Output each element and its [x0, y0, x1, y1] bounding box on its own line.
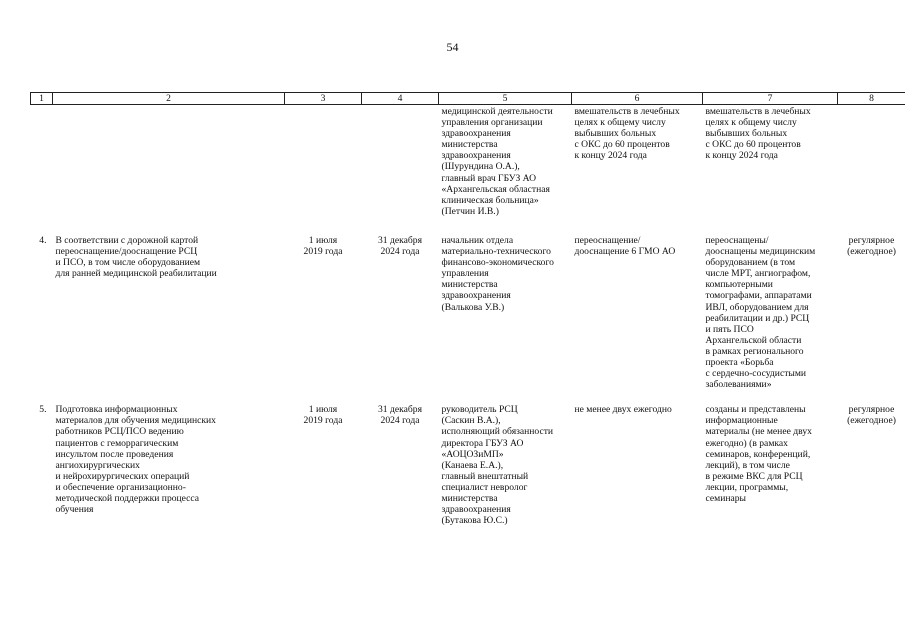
cell-text-line: к концу 2024 года: [574, 150, 647, 162]
cell-text-line: реабилитации и др.) РСЦ: [705, 312, 810, 324]
column-header-1: 1: [31, 93, 53, 105]
start-date-cell: [285, 105, 362, 235]
cell-text-line: министерства: [441, 279, 498, 291]
cell-text-line: созданы и представлены: [705, 404, 806, 416]
cell-text-line: главный внештатный: [441, 470, 529, 482]
result-cell: [703, 404, 838, 526]
cell-text-line: дооснащены медицинским: [705, 246, 816, 258]
cell-text-line: инсультом после проведения: [55, 448, 174, 460]
cell-text-line: компьютерными: [705, 279, 773, 291]
cell-text-line: семинары: [705, 493, 746, 504]
start-date-cell: [285, 235, 362, 404]
cell-text-line: 2019 года: [303, 246, 343, 258]
measure-text-cell: [53, 404, 285, 526]
cell-text-line: управления: [441, 268, 489, 280]
cell-text-line: главный врач ГБУЗ АО: [441, 172, 537, 184]
cell-text-line: директора ГБУЗ АО: [441, 437, 524, 449]
column-header-7: 7: [703, 93, 838, 105]
cell-text-line: (Бутакова Ю.С.): [441, 515, 508, 527]
cell-text-line: «Архангельская областная: [441, 183, 550, 195]
measure-text-cell: [53, 105, 285, 235]
cell-text-line: Подготовка информационных: [55, 404, 178, 416]
cell-text-line: вмешательств в лечебных: [705, 106, 811, 117]
cell-text-line: пациентов с геморрагическим: [55, 437, 179, 449]
cell-text-line: исполняющий обязанности: [441, 426, 554, 438]
cell-text-line: в режиме ВКС для РСЦ: [705, 470, 803, 482]
column-number-row: [31, 93, 905, 105]
cell-text-line: переоснащены/: [705, 234, 769, 246]
periodicity-cell: [838, 235, 905, 404]
cell-text-line: (ежегодное): [847, 246, 896, 258]
cell-text-line: вмешательств в лечебных: [574, 106, 680, 117]
row-number-cell: 4.: [39, 234, 47, 246]
end-date-cell: [362, 235, 439, 404]
cell-text-line: здравоохранения: [441, 150, 511, 162]
end-date-cell: [362, 404, 439, 526]
cell-text-line: регулярное: [848, 234, 895, 246]
cell-text-line: 1 июля: [308, 404, 338, 416]
cell-text-line: к концу 2024 года: [705, 150, 778, 162]
cell-text-line: проекта «Борьба: [705, 356, 774, 368]
cell-text-line: 2024 года: [380, 415, 420, 427]
cell-text-line: лекции, программы,: [705, 481, 789, 493]
action-plan-table: [30, 92, 905, 526]
cell-text-line: здравоохранения: [441, 290, 511, 302]
cell-text-line: здравоохранения: [441, 504, 511, 516]
cell-text-line: целях к общему числу: [574, 117, 666, 129]
cell-text-line: семинаров, конференций,: [705, 448, 811, 460]
cell-text-line: с сердечно-сосудистыми: [705, 368, 807, 380]
cell-text-line: Архангельской области: [705, 334, 802, 346]
cell-text-line: материально-технического: [441, 246, 551, 258]
table-row-continuation: [31, 105, 905, 235]
cell-text-line: 2019 года: [303, 415, 343, 427]
cell-text-line: дооснащение 6 ГМО АО: [574, 246, 676, 258]
result-cell: [703, 105, 838, 235]
row-number-cell: [31, 105, 53, 235]
cell-text-line: заболеваниями»: [705, 379, 772, 391]
cell-text-line: специалист невролог: [441, 481, 528, 493]
cell-text-line: томографами, аппаратами: [705, 290, 812, 302]
cell-text-line: регулярное: [848, 404, 895, 416]
cell-text-line: для ранней медицинской реабилитации: [55, 268, 217, 280]
cell-text-line: переоснащение/дооснащение РСЦ: [55, 246, 198, 258]
cell-text-line: (Петчин И.В.): [441, 205, 499, 217]
cell-text-line: управления организации: [441, 117, 543, 129]
indicator-cell: [572, 404, 703, 526]
end-date-cell: [362, 105, 439, 235]
cell-text-line: медицинской деятельности: [441, 106, 553, 117]
cell-text-line: выбывших больных: [574, 128, 657, 140]
cell-text-line: и пять ПСО: [705, 323, 754, 335]
table-row-5: [31, 404, 905, 526]
column-header-8: 8: [838, 93, 905, 105]
responsible-cell: [439, 105, 572, 235]
cell-text-line: 1 июля: [308, 234, 338, 246]
cell-text-line: 31 декабря: [378, 234, 422, 246]
page-number: 54: [446, 40, 459, 54]
cell-text-line: работников РСЦ/ПСО ведению: [55, 426, 184, 438]
column-header-2: 2: [53, 93, 285, 105]
cell-text-line: 31 декабря: [378, 404, 422, 416]
cell-text-line: 2024 года: [380, 246, 420, 258]
cell-text-line: начальник отдела: [441, 234, 514, 246]
cell-text-line: министерства: [441, 493, 498, 504]
cell-text-line: и обеспечение организационно-: [55, 481, 186, 493]
cell-text-line: методической поддержки процесса: [55, 493, 200, 504]
cell-text-line: информационные: [705, 415, 778, 427]
cell-text-line: не менее двух ежегодно: [574, 404, 672, 416]
cell-text-line: ангиохирургических: [55, 459, 140, 471]
cell-text-line: в рамках регионального: [705, 345, 804, 357]
column-header-5: 5: [439, 93, 572, 105]
cell-text-line: обучения: [55, 504, 94, 516]
cell-text-line: целях к общему числу: [705, 117, 797, 129]
cell-text-line: материалы (не менее двух: [705, 426, 812, 438]
cell-text-line: переоснащение/: [574, 234, 641, 246]
column-header-3: 3: [285, 93, 362, 105]
column-header-6: 6: [572, 93, 703, 105]
cell-text-line: руководитель РСЦ: [441, 404, 518, 416]
cell-text-line: (Канаева Е.А.),: [441, 459, 504, 471]
cell-text-line: (Валькова У.В.): [441, 301, 505, 313]
cell-text-line: числе МРТ, ангиографом,: [705, 268, 811, 280]
indicator-cell: [572, 235, 703, 404]
cell-text-line: и нейрохирургических операций: [55, 470, 190, 482]
indicator-cell: [572, 105, 703, 235]
cell-text-line: министерства: [441, 139, 498, 151]
cell-text-line: с ОКС до 60 процентов: [574, 139, 670, 151]
cell-text-line: ИВЛ, оборудованием для: [705, 301, 809, 313]
row-number-cell: 5.: [39, 404, 47, 416]
cell-text-line: оборудованием (в том: [705, 257, 796, 269]
cell-text-line: выбывших больных: [705, 128, 788, 140]
cell-text-line: финансово-экономического: [441, 257, 554, 269]
cell-text-line: лекций), в том числе: [705, 459, 790, 471]
periodicity-cell: [838, 105, 905, 235]
cell-text-line: здравоохранения: [441, 128, 511, 140]
cell-text-line: (ежегодное): [847, 415, 896, 427]
responsible-cell: [439, 235, 572, 404]
table-row-4: [31, 235, 905, 404]
start-date-cell: [285, 404, 362, 526]
cell-text-line: и ПСО, в том числе оборудованием: [55, 257, 201, 269]
cell-text-line: клиническая больница»: [441, 194, 539, 206]
cell-text-line: (Саскин В.А.),: [441, 415, 501, 427]
cell-text-line: «АОЦОЗиМП»: [441, 448, 504, 460]
measure-text-cell: [53, 235, 285, 404]
column-header-4: 4: [362, 93, 439, 105]
cell-text-line: В соответствии с дорожной картой: [55, 234, 199, 246]
cell-text-line: с ОКС до 60 процентов: [705, 139, 801, 151]
periodicity-cell: [838, 404, 905, 526]
cell-text-line: материалов для обучения медицинских: [55, 415, 216, 427]
cell-text-line: ежегодно) (в рамках: [705, 437, 788, 449]
result-cell: [703, 235, 838, 404]
cell-text-line: (Шурундина О.А.),: [441, 161, 520, 173]
responsible-cell: [439, 404, 572, 526]
